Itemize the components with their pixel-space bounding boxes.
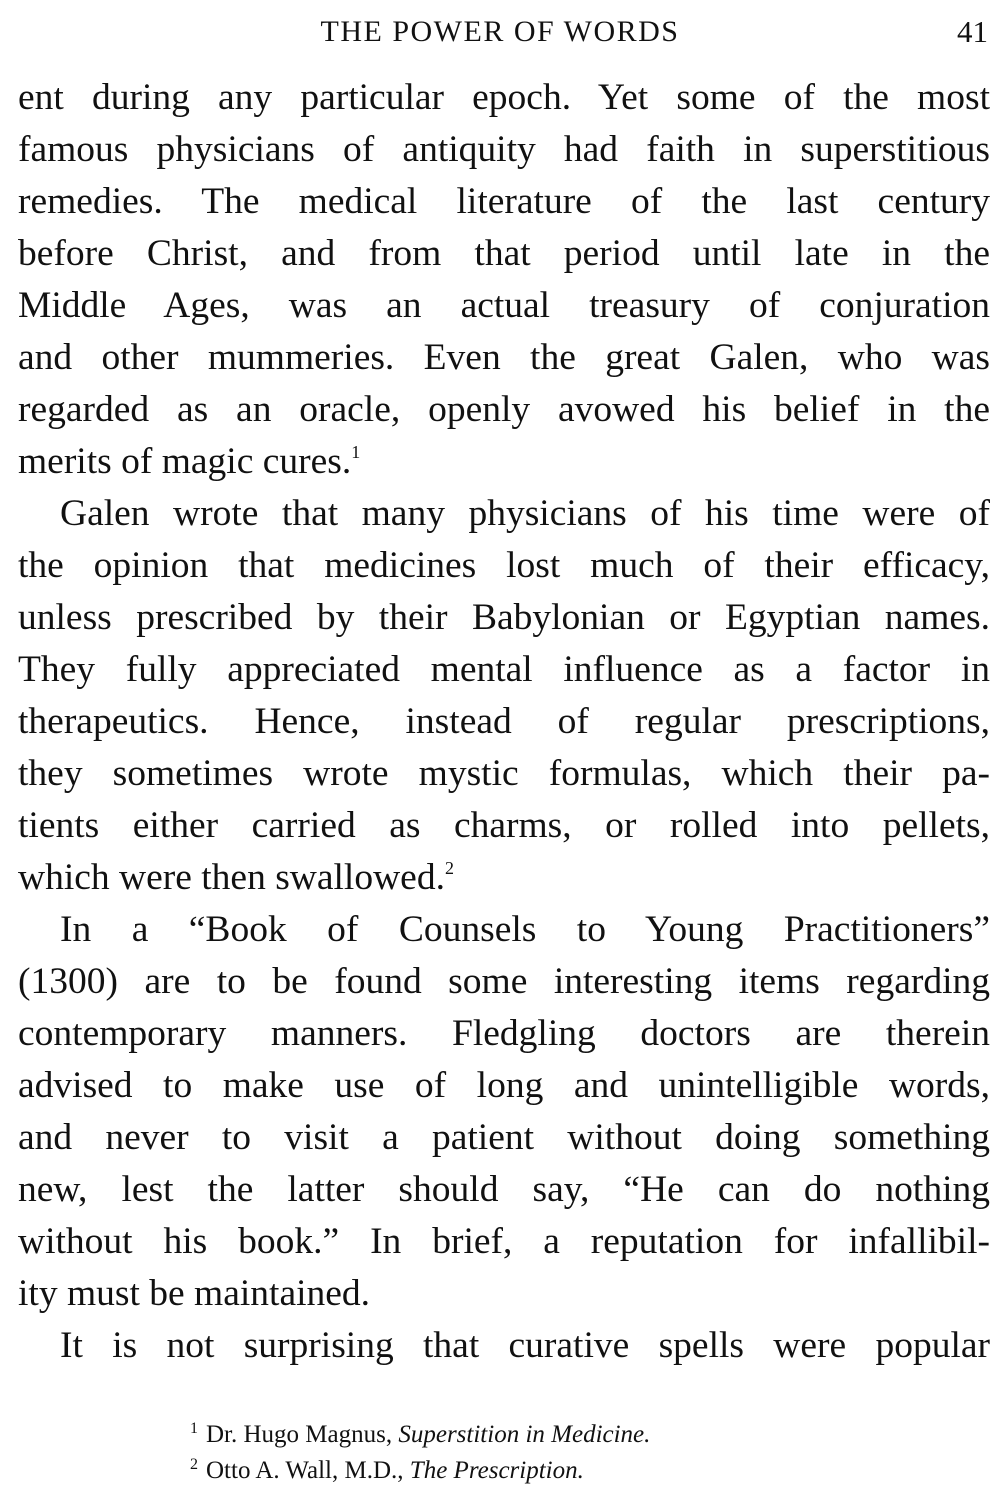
paragraph	[18, 904, 990, 1320]
text-line: and never to visit a patient without doing something	[18, 1117, 990, 1158]
text-line: unless prescribed by their Babylonian or Egyptian names.	[18, 597, 990, 638]
text-line: before Christ, and from that period until late in the	[18, 233, 990, 274]
body-text	[18, 72, 990, 1372]
footnote-reference: 2	[444, 858, 454, 878]
text-line-content: merits of magic cures.	[18, 441, 352, 482]
footnote	[190, 1412, 650, 1452]
footnote-mark: 1	[190, 1420, 198, 1437]
text-line: they sometimes wrote mystic formulas, which their pa-	[18, 753, 990, 794]
text-line: remedies. The medical literature of the last century	[18, 181, 990, 222]
text-line: regarded as an oracle, openly avowed his belief in the	[18, 389, 990, 430]
running-title: THE POWER OF WORDS	[320, 15, 680, 48]
text-line: contemporary manners. Fledgling doctors are therein	[18, 1013, 990, 1054]
footnote-title: Superstition in Medicine.	[398, 1421, 651, 1448]
text-line: new, lest the latter should say, “He can do nothing	[18, 1169, 990, 1210]
text-line: ent during any particular epoch. Yet some of the most	[18, 77, 990, 118]
footnote-author: Dr. Hugo Magnus,	[206, 1421, 399, 1448]
text-line: the opinion that medicines lost much of their efficacy,	[18, 545, 990, 586]
text-line: without his book.” In brief, a reputation for infallibil-	[18, 1221, 990, 1262]
footnote-title: The Prescription.	[409, 1457, 584, 1484]
text-line-content: which were then swallowed.	[18, 857, 445, 898]
text-line: (1300) are to be found some interesting items regarding	[18, 961, 990, 1002]
text-line: advised to make use of long and unintelligible words,	[18, 1065, 990, 1106]
text-line: and other mummeries. Even the great Galen, who was	[18, 337, 990, 378]
page-number: 41	[957, 14, 988, 49]
paragraph	[18, 488, 990, 904]
text-line	[18, 852, 990, 904]
text-line: In a “Book of Counsels to Young Practitioners”	[60, 909, 990, 950]
text-line	[18, 436, 990, 488]
paragraph	[18, 1320, 990, 1372]
text-line: They fully appreciated mental influence as a factor in	[18, 649, 990, 690]
footnote-author: Otto A. Wall, M.D.,	[206, 1457, 410, 1484]
paragraph	[18, 72, 990, 488]
footnote-mark: 2	[190, 1456, 198, 1473]
text-line: Galen wrote that many physicians of his time were of	[60, 493, 990, 534]
footnote-reference: 1	[351, 442, 361, 462]
text-line: tients either carried as charms, or rolled into pellets,	[18, 805, 990, 846]
footnote	[190, 1448, 584, 1488]
text-line: therapeutics. Hence, instead of regular prescriptions,	[18, 701, 990, 742]
text-line: It is not surprising that curative spells were popular	[60, 1325, 990, 1366]
text-line: Middle Ages, was an actual treasury of conjuration	[18, 285, 990, 326]
text-line: ity must be maintained.	[18, 1273, 371, 1314]
running-head	[0, 12, 1000, 52]
text-line: famous physicians of antiquity had faith in superstitious	[18, 129, 990, 170]
